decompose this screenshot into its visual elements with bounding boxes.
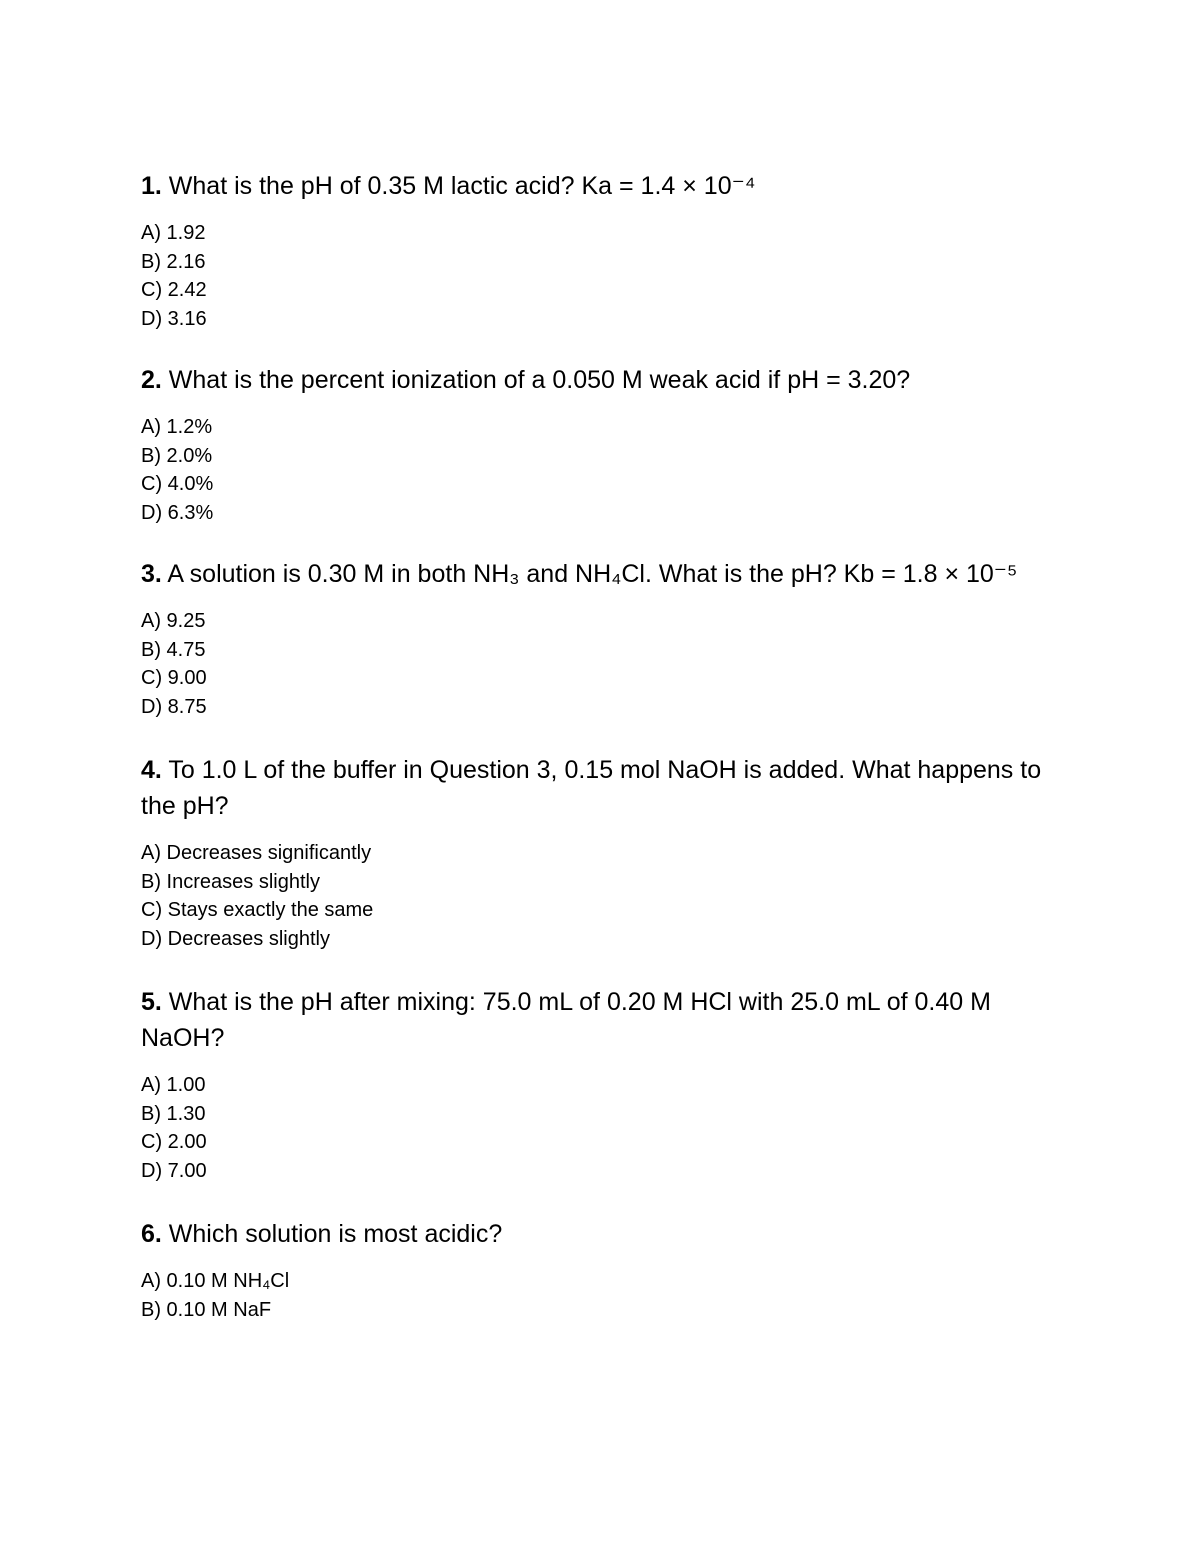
option-c: C) 2.00 [141, 1131, 207, 1153]
option-d: D) Decreases slightly [141, 927, 330, 950]
option-d: D) 8.75 [141, 695, 207, 718]
option-b: B) 4.75 [141, 638, 206, 661]
question-3-number: 3. [141, 560, 162, 588]
option-a: A) 1.00 [141, 1074, 206, 1096]
question-6 [141, 1216, 1061, 1324]
option-b: B) 2.0% [141, 444, 213, 467]
question-5-text [141, 984, 1061, 1056]
question-3-prompt: A solution is 0.30 M in both NH₃ and NH₄Cl. What is the pH? Kb = 1.8 × 10⁻⁵ [161, 560, 1018, 588]
question-4-number: 4. [141, 756, 162, 784]
question-6-prompt: Which solution is most acidic? [161, 1220, 503, 1248]
question-5-prompt: What is the pH after mixing: 75.0 mL of 0.20 M HCl with 25.0 mL of 0.40 M NaOH? [141, 988, 991, 1052]
question-5-options [141, 1071, 1061, 1185]
option-c: C) Stays exactly the same [141, 899, 374, 921]
option-a: A) 1.2% [141, 416, 213, 438]
option-b: B) 0.10 M NaF [141, 1298, 272, 1321]
option-d: D) 3.16 [141, 307, 207, 330]
question-5 [141, 984, 1061, 1185]
question-5-number: 5. [141, 988, 162, 1016]
option-b: B) 2.16 [141, 250, 206, 273]
option-a: A) Decreases significantly [141, 842, 372, 864]
option-d: D) 7.00 [141, 1159, 207, 1182]
question-2-prompt: What is the percent ionization of a 0.050 M weak acid if pH = 3.20? [161, 366, 911, 394]
question-1-text [141, 168, 1061, 204]
question-2-text [141, 362, 1061, 398]
option-b: B) 1.30 [141, 1102, 206, 1125]
question-4-prompt: To 1.0 L of the buffer in Question 3, 0.15 mol NaOH is added. What happens to the pH? [141, 756, 1042, 820]
question-2-options [141, 413, 1061, 527]
question-3 [141, 556, 1061, 721]
option-c: C) 4.0% [141, 473, 214, 495]
question-2-number: 2. [141, 366, 162, 394]
question-1-number: 1. [141, 172, 162, 200]
option-a: A) 9.25 [141, 610, 206, 632]
document-page [141, 168, 1061, 1324]
option-a: A) 1.92 [141, 222, 206, 244]
option-c: C) 9.00 [141, 667, 207, 689]
option-d: D) 6.3% [141, 501, 214, 524]
option-b: B) Increases slightly [141, 870, 320, 893]
question-2 [141, 362, 1061, 527]
question-1 [141, 168, 1061, 333]
question-6-options [141, 1267, 1061, 1324]
question-4-text [141, 752, 1061, 824]
option-c: C) 2.42 [141, 279, 207, 301]
question-3-text [141, 556, 1061, 592]
question-6-text [141, 1216, 1061, 1252]
question-1-options [141, 219, 1061, 333]
question-4 [141, 752, 1061, 953]
option-a: A) 0.10 M NH₄Cl [141, 1270, 290, 1292]
question-3-options [141, 607, 1061, 721]
question-1-prompt: What is the pH of 0.35 M lactic acid? Ka = 1.4 × 10⁻⁴ [161, 172, 756, 200]
question-4-options [141, 839, 1061, 953]
question-6-number: 6. [141, 1220, 162, 1248]
